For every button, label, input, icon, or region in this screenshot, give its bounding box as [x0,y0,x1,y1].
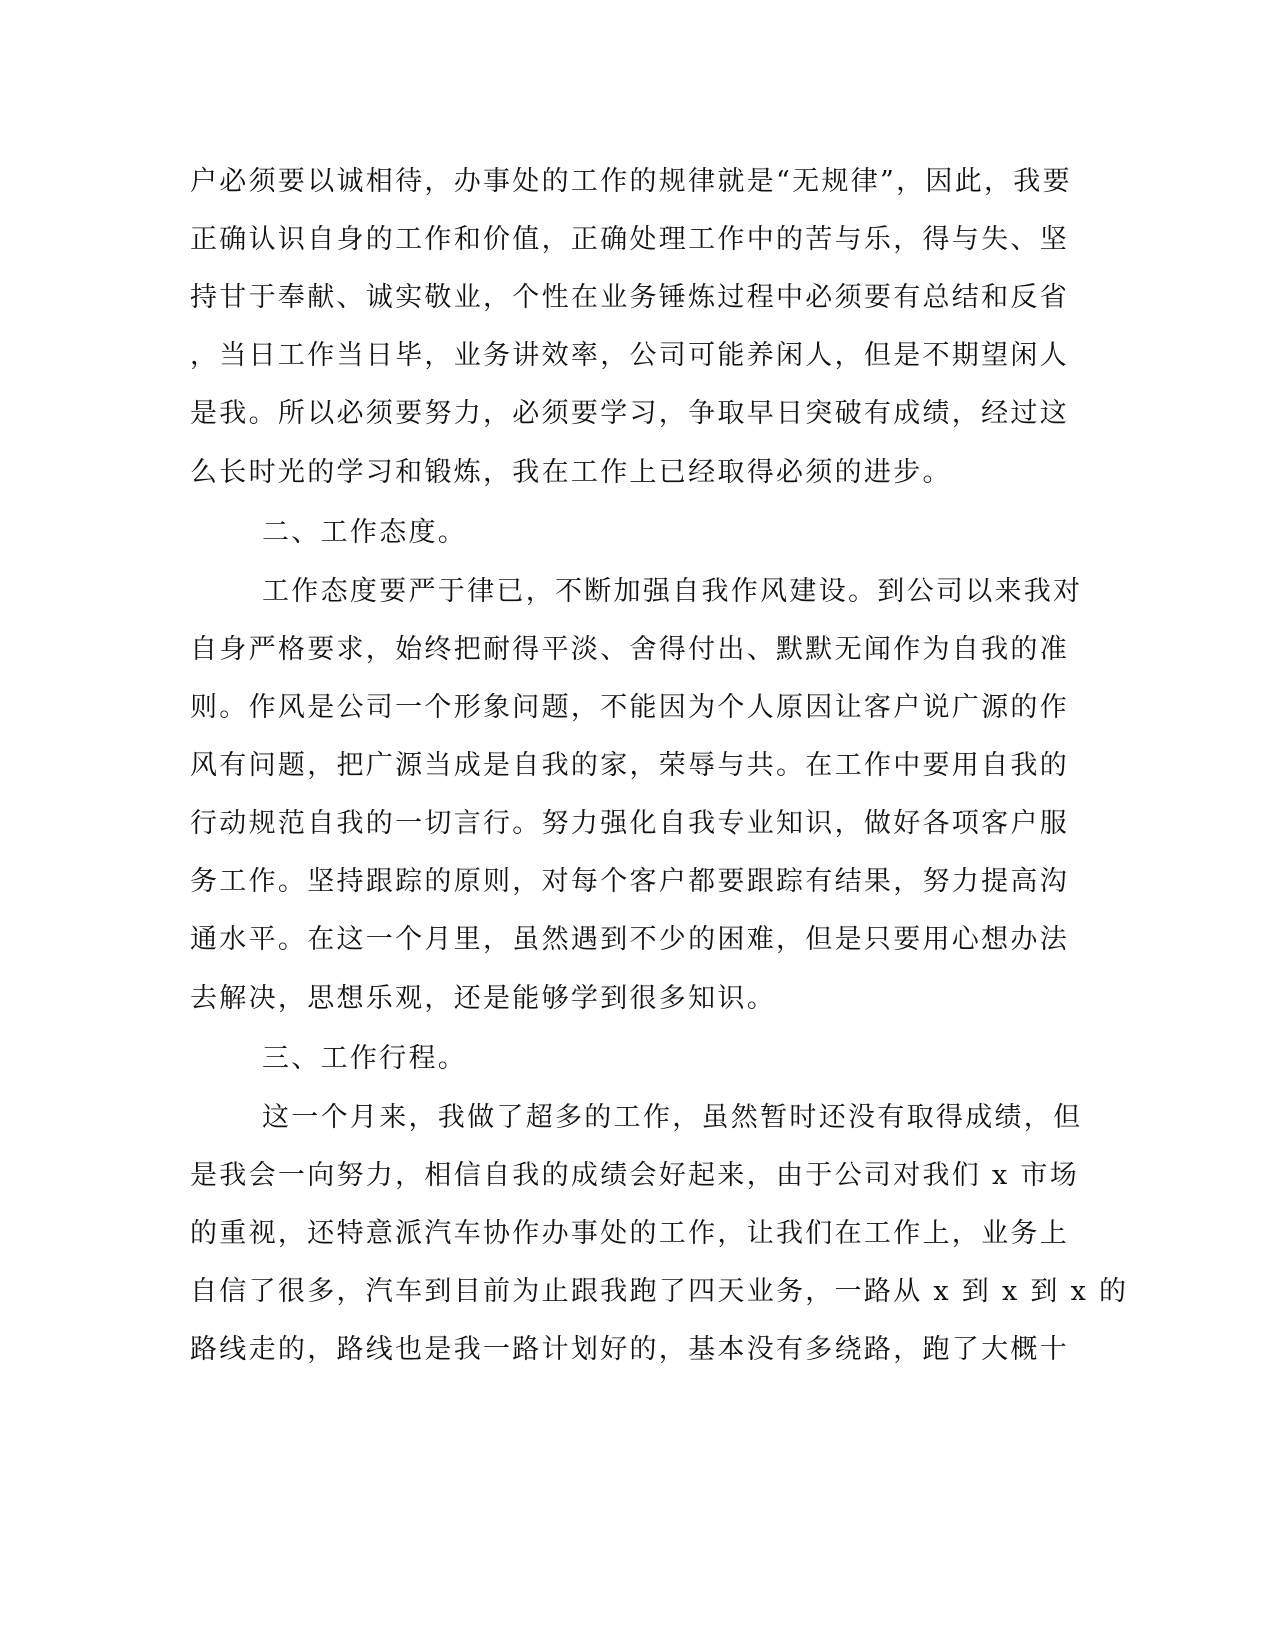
text-line: ，当日工作当日毕，业务讲效率，公司可能养闲人，但是不期望闲人 [190,340,1069,371]
text-line: 的重视，还特意派汽车协作办事处的工作，让我们在工作上，业务上 [190,1218,1069,1249]
text-line: 自身严格要求，始终把耐得平淡、舍得付出、默默无闻作为自我的准 [190,634,1069,665]
text-line: 户必须要以诚相待，办事处的工作的规律就是“无规律”，因此，我要 [190,166,1072,197]
text-line: 自信了很多，汽车到目前为止跟我跑了四天业务，一路从 x 到 x 到 x 的 [190,1276,1129,1307]
text-line: 行动规范自我的一切言行。努力强化自我专业知识，做好各项客户服 [190,808,1069,839]
text-line: 么长时光的学习和锻炼，我在工作上已经取得必须的进步。 [190,457,952,488]
text-line: 务工作。坚持跟踪的原则，对每个客户都要跟踪有结果，努力提高沟 [190,866,1069,897]
text-line: 通水平。在这一个月里，虽然遇到不少的困难，但是只要用心想办法 [190,924,1069,955]
text-line: 是我会一向努力，相信自我的成绩会好起来，由于公司对我们 x 市场 [190,1160,1079,1191]
text-line: 持甘于奉献、诚实敬业，个性在业务锤炼过程中必须要有总结和反省 [190,282,1069,313]
text-line: 风有问题，把广源当成是自我的家，荣辱与共。在工作中要用自我的 [190,750,1069,781]
text-line: 路线走的，路线也是我一路计划好的，基本没有多绕路，跑了大概十 [190,1334,1069,1365]
section-heading: 二、工作态度。 [262,517,468,548]
text-line: 是我。所以必须要努力，必须要学习，争取早日突破有成绩，经过这 [190,398,1069,429]
text-line: 正确认识自身的工作和价值，正确处理工作中的苦与乐，得与失、坚 [190,224,1069,255]
section-heading: 三、工作行程。 [262,1043,468,1074]
text-line: 去解决，思想乐观，还是能够学到很多知识。 [190,983,776,1014]
text-line: 则。作风是公司一个形象问题，不能因为个人原因让客户说广源的作 [190,692,1069,723]
text-line: 工作态度要严于律已，不断加强自我作风建设。到公司以来我对 [262,576,1083,607]
text-line: 这一个月来，我做了超多的工作，虽然暂时还没有取得成绩，但 [262,1102,1083,1133]
